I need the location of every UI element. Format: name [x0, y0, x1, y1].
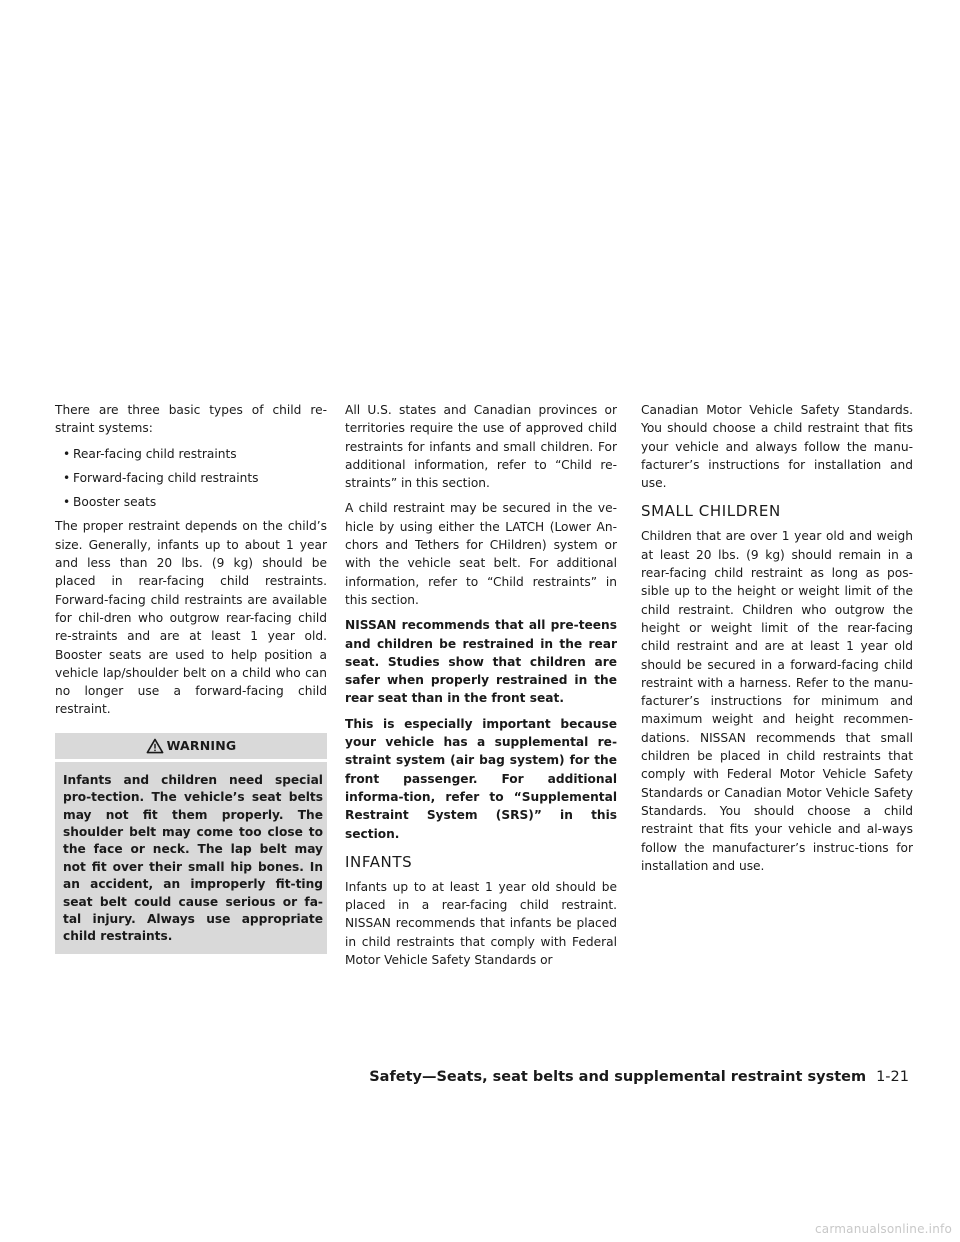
small-children-paragraph: Children that are over 1 year old and weigh at least 20 lbs. (9 kg) should remain in a rear-facing child restraint as long as pos-sible up to the height or weight limit of the child restraint. Children who outgrow the height or weight limit of the rear-facing child restraint and are at least 1 year old should be secured in a forward-facing child restraint with a harness. Refer to the manu-facturer’s instructions for minimum and maximum weight and height recommen-dations. NISSAN recommends that small children be placed in child restraints that comply with Federal Motor Vehicle Safety Standards or Canadian Motor Vehicle Safety Standards. You should choose a child restraint that fits your vehicle and al-ways follow the manufacturer’s instruc-tions for installation and use.	[641, 529, 913, 873]
column-2	[345, 401, 617, 976]
list-item: • Rear-facing child restraints	[55, 445, 327, 463]
list-item: • Forward-facing child restraints	[55, 469, 327, 487]
rear-seat-recommendation: NISSAN recommends that all pre-teens and children be restrained in the rear seat. Studies show that children are safer when properly restrained in the rear seat than in the front seat.	[345, 618, 617, 706]
column-3	[641, 401, 913, 882]
column-1	[55, 401, 327, 954]
standards-paragraph: Canadian Motor Vehicle Safety Standards. You should choose a child restraint that fits your vehicle and always follow the manu-facturer’s instructions for installation and use.	[641, 403, 913, 491]
srs-note: This is especially important because your vehicle has a supplemental re-straint system (air bag system) for the front passenger. For additional informa-tion, refer to “Supplemental Restraint System (SRS)” in this section.	[345, 716, 617, 841]
restraint-size-paragraph: The proper restraint depends on the child’s size. Generally, infants up to about 1 year and less than 20 lbs. (9 kg) should be placed in rear-facing child restraints. Forward-facing child restraints are available for chil-dren who outgrow rear-facing child re-straints and are at least 1 year old. Booster seats are used to help position a vehicle lap/shoulder belt on a child who can no longer use a forward-facing child restraint.	[55, 519, 327, 717]
warning-title: WARNING	[166, 737, 237, 753]
page-number: 1-21	[876, 1069, 909, 1085]
page-footer	[0, 1066, 909, 1085]
small-children-heading: SMALL CHILDREN	[641, 502, 781, 521]
latch-paragraph: A child restraint may be secured in the ve-hicle by using either the LATCH (Lower An-chors and Tethers for CHildren) system or with the vehicle seat belt. For additional information, refer to “Child restraints” in this section.	[345, 501, 617, 607]
list-item: • Booster seats	[55, 493, 327, 511]
intro-paragraph: There are three basic types of child re-straint systems:	[55, 403, 327, 436]
warning-box	[55, 733, 327, 954]
warning-triangle-icon	[146, 738, 164, 754]
laws-paragraph: All U.S. states and Canadian provinces or territories require the use of approved child restraints for infants and small children. For additional information, refer to “Child re-straints” in this section.	[345, 403, 617, 491]
restraint-types-list	[55, 445, 327, 512]
watermark: carmanualsonline.info	[815, 1222, 952, 1236]
warning-text: Infants and children need special pro-tection. The vehicle’s seat belts may not fit them properly. The shoulder belt may come too close to the face or neck. The lap belt may not fit over their small hip bones. In an accident, an improperly fit-ting seat belt could cause serious or fa-tal injury. Always use appropriate child restraints.	[63, 772, 323, 944]
infants-heading: INFANTS	[345, 852, 413, 871]
infants-paragraph: Infants up to at least 1 year old should be placed in a rear-facing child restraint. NISSAN recommends that infants be placed in child restraints that comply with Federal Motor Vehicle Safety Standards or	[345, 879, 617, 968]
warning-header	[55, 733, 327, 762]
section-title: Safety—Seats, seat belts and supplemental restraint system	[369, 1069, 867, 1085]
